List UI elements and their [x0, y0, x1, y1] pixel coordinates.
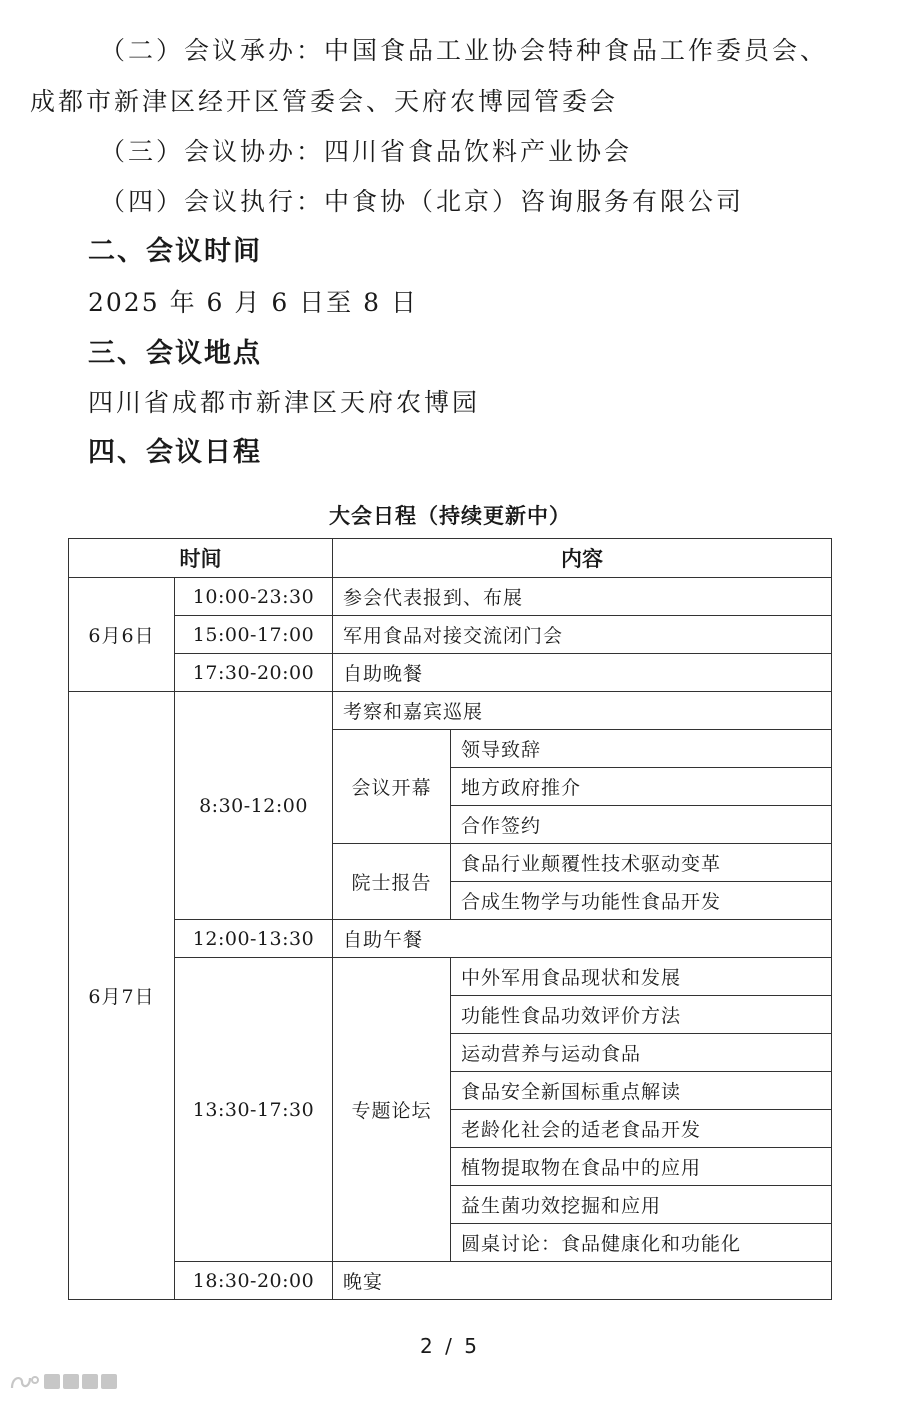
content-cell: 考察和嘉宾巡展 — [333, 692, 832, 730]
table-row — [69, 1262, 832, 1300]
content-cell: 功能性食品功效评价方法 — [451, 996, 832, 1034]
section-heading-place: 三、会议地点 — [88, 338, 262, 369]
header-time: 时间 — [69, 539, 333, 578]
table-row — [69, 616, 832, 654]
watermark-logo — [8, 1370, 118, 1394]
header-content: 内容 — [333, 539, 832, 578]
content-cell: 合作签约 — [451, 806, 832, 844]
section-heading-schedule: 四、会议日程 — [88, 437, 262, 468]
watermark-logo-mark — [8, 1370, 118, 1394]
content-cell: 中外军用食品现状和发展 — [451, 958, 832, 996]
content-cell: 晚宴 — [333, 1262, 832, 1300]
date-cell-day1: 6月6日 — [69, 578, 175, 692]
group-cell-academician: 院士报告 — [333, 844, 451, 920]
time-cell: 10:00-23:30 — [175, 578, 333, 616]
content-cell: 食品行业颠覆性技术驱动变革 — [451, 844, 832, 882]
section-heading-time: 二、会议时间 — [88, 236, 262, 267]
time-cell: 17:30-20:00 — [175, 654, 333, 692]
executor-line: （四）会议执行：中食协（北京）咨询服务有限公司 — [100, 187, 745, 216]
content-cell: 益生菌功效挖掘和应用 — [451, 1186, 832, 1224]
time-cell: 18:30-20:00 — [175, 1262, 333, 1300]
content-cell: 圆桌讨论：食品健康化和功能化 — [451, 1224, 832, 1262]
meeting-place-text: 四川省成都市新津区天府农博园 — [88, 388, 481, 417]
content-cell: 自助午餐 — [333, 920, 832, 958]
group-cell-forum: 专题论坛 — [333, 958, 451, 1262]
table-row — [69, 578, 832, 616]
table-row — [69, 958, 832, 996]
time-cell-afternoon: 13:30-17:30 — [175, 958, 333, 1262]
content-cell: 老龄化社会的适老食品开发 — [451, 1110, 832, 1148]
content-cell: 地方政府推介 — [451, 768, 832, 806]
meeting-time-text: 2025 年 6 月 6 日至 8 日 — [88, 288, 418, 317]
table-row — [69, 692, 832, 730]
time-cell-morning: 8:30-12:00 — [175, 692, 333, 920]
organizer-line: （二）会议承办：中国食品工业协会特种食品工作委员会、 — [100, 36, 829, 65]
content-cell: 军用食品对接交流闭门会 — [333, 616, 832, 654]
table-row — [69, 654, 832, 692]
organizer-continued-line: 成都市新津区经开区管委会、天府农博园管委会 — [30, 87, 619, 116]
content-cell: 领导致辞 — [451, 730, 832, 768]
table-header-row — [69, 539, 832, 578]
table-row — [69, 920, 832, 958]
page-number: 2 / 5 — [420, 1334, 480, 1358]
content-cell: 食品安全新国标重点解读 — [451, 1072, 832, 1110]
time-cell: 12:00-13:30 — [175, 920, 333, 958]
time-cell: 15:00-17:00 — [175, 616, 333, 654]
co-organizer-line: （三）会议协办：四川省食品饮料产业协会 — [100, 137, 633, 166]
content-cell: 合成生物学与功能性食品开发 — [451, 882, 832, 920]
content-cell: 植物提取物在食品中的应用 — [451, 1148, 832, 1186]
content-cell: 运动营养与运动食品 — [451, 1034, 832, 1072]
schedule-table — [68, 538, 832, 1300]
content-cell: 自助晚餐 — [333, 654, 832, 692]
schedule-table-title: 大会日程（持续更新中） — [329, 504, 571, 528]
content-cell: 参会代表报到、布展 — [333, 578, 832, 616]
date-cell-day2: 6月7日 — [69, 692, 175, 1300]
group-cell-opening: 会议开幕 — [333, 730, 451, 844]
